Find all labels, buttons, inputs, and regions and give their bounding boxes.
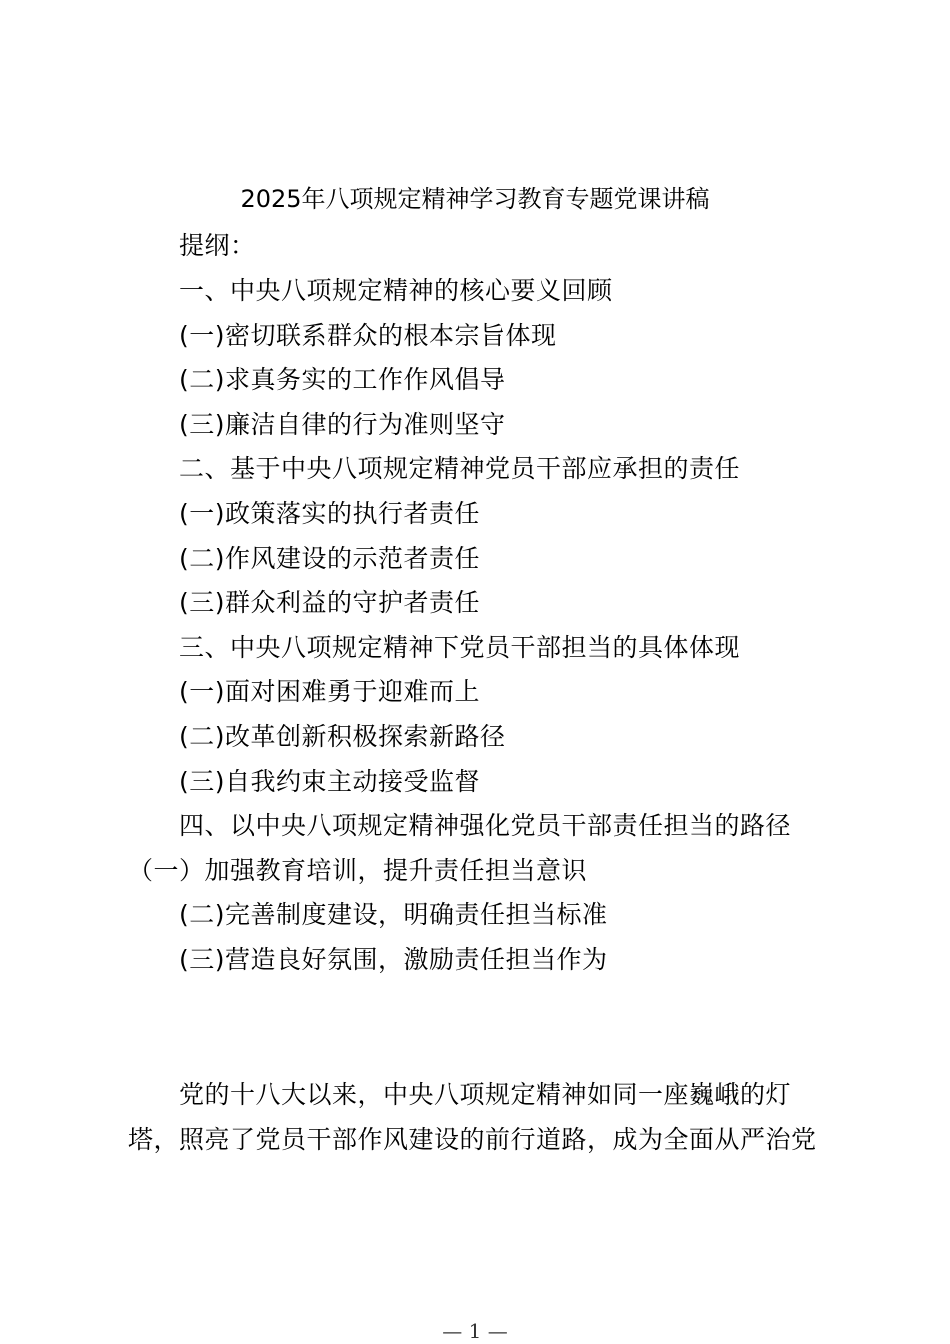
outline-item: (二)作风建设的示范者责任: [179, 544, 481, 573]
body-paragraph-line: 塔，照亮了党员干部作风建设的前行道路，成为全面从严治党: [128, 1125, 817, 1154]
outline-item: (一)面对困难勇于迎难而上: [179, 677, 481, 706]
outline-item: (三)营造良好氛围，激励责任担当作为: [179, 945, 608, 974]
outline-item: (二)完善制度建设，明确责任担当标准: [179, 900, 608, 929]
outline-item: (二)改革创新积极探索新路径: [179, 722, 506, 751]
outline-item: (三)群众利益的守护者责任: [179, 588, 481, 617]
outline-item: (二)求真务实的工作作风倡导: [179, 365, 506, 394]
outline-item: (一)密切联系群众的根本宗旨体现: [179, 321, 557, 350]
outline-heading-4: 四、以中央八项规定精神强化党员干部责任担当的路径: [179, 811, 792, 840]
outline-heading-2: 二、基于中央八项规定精神党员干部应承担的责任: [179, 454, 741, 483]
outline-label: 提纲：: [179, 231, 256, 260]
page-number: — 1 —: [442, 1319, 508, 1343]
outline-item: (三)自我约束主动接受监督: [179, 767, 481, 796]
outline-heading-3: 三、中央八项规定精神下党员干部担当的具体体现: [179, 633, 741, 662]
outline-heading-1: 一、中央八项规定精神的核心要义回顾: [179, 276, 613, 305]
outline-item: (三)廉洁自律的行为准则坚守: [179, 410, 506, 439]
body-paragraph-line: 党的十八大以来，中央八项规定精神如同一座巍峨的灯: [179, 1080, 792, 1109]
outline-item: (一)政策落实的执行者责任: [179, 499, 481, 528]
outline-item: （一）加强教育培训，提升责任担当意识: [128, 856, 588, 885]
document-title: 2025年八项规定精神学习教育专题党课讲稿: [240, 185, 710, 213]
